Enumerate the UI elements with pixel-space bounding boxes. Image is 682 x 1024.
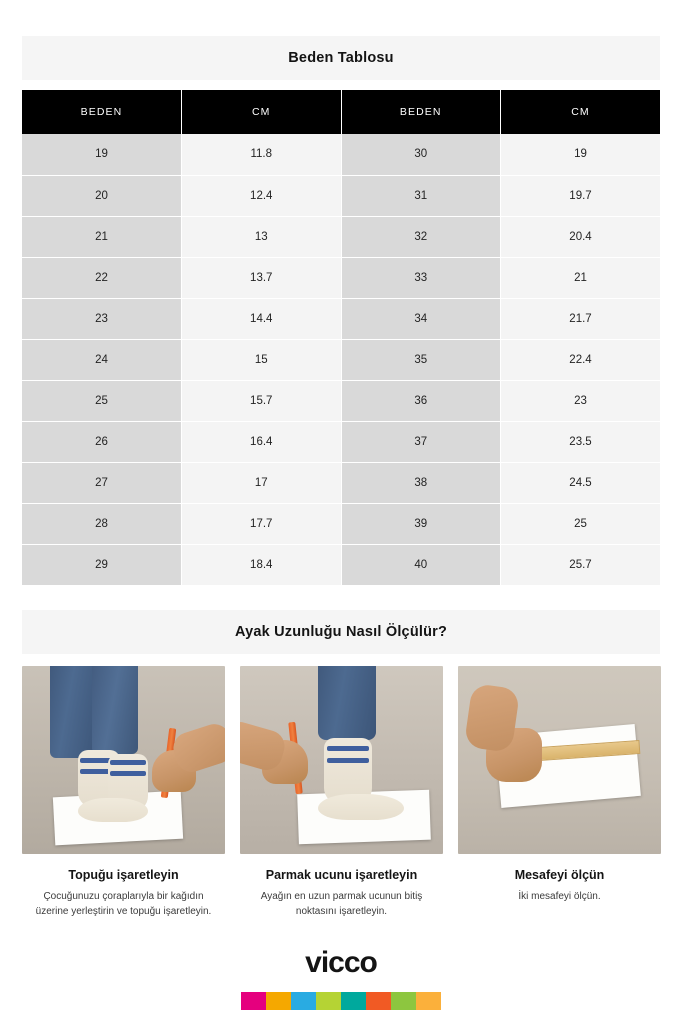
color-swatch xyxy=(266,992,291,1010)
cm-cell: 13.7 xyxy=(182,257,342,298)
cm-cell: 19.7 xyxy=(501,175,661,216)
measure-card-desc: Ayağın en uzun parmak ucunun bitiş noktasını işaretleyin. xyxy=(260,890,423,917)
table-row xyxy=(22,503,660,544)
color-swatch xyxy=(241,992,266,1010)
jeans-leg xyxy=(318,666,376,740)
cm-cell: 16.4 xyxy=(182,421,342,462)
sock-stripe xyxy=(327,746,369,751)
photo-mark-toe xyxy=(240,666,443,854)
table-row xyxy=(22,380,660,421)
size-cell: 25 xyxy=(22,380,182,421)
cm-cell: 21 xyxy=(501,257,661,298)
size-cell: 34 xyxy=(341,298,501,339)
measure-card-1 xyxy=(22,666,225,920)
sock-stripe xyxy=(110,760,146,765)
jeans-leg-right xyxy=(92,666,138,754)
cm-cell: 18.4 xyxy=(182,544,342,585)
size-table-header-cell: BEDEN xyxy=(22,90,182,134)
measure-card-title: Mesafeyi ölçün xyxy=(514,867,605,882)
table-row xyxy=(22,134,660,175)
size-cell: 28 xyxy=(22,503,182,544)
foot xyxy=(78,798,148,822)
cm-cell: 17 xyxy=(182,462,342,503)
cm-cell: 17.7 xyxy=(182,503,342,544)
size-cell: 27 xyxy=(22,462,182,503)
color-swatch xyxy=(341,992,366,1010)
size-cell: 19 xyxy=(22,134,182,175)
size-table-title: Beden Tablosu xyxy=(288,50,394,66)
table-row xyxy=(22,298,660,339)
measure-cards xyxy=(22,666,660,920)
size-cell: 29 xyxy=(22,544,182,585)
size-table-header-row xyxy=(22,90,660,134)
cm-cell: 23.5 xyxy=(501,421,661,462)
brand-color-bar xyxy=(241,992,441,1010)
cm-cell: 15.7 xyxy=(182,380,342,421)
footer-brand xyxy=(0,946,682,1010)
size-table xyxy=(22,90,660,586)
table-row xyxy=(22,216,660,257)
cm-cell: 14.4 xyxy=(182,298,342,339)
size-cell: 32 xyxy=(341,216,501,257)
sock-stripe xyxy=(327,758,369,763)
cm-cell: 12.4 xyxy=(182,175,342,216)
cm-cell: 23 xyxy=(501,380,661,421)
table-row xyxy=(22,339,660,380)
color-swatch xyxy=(291,992,316,1010)
measure-card-desc: Çocuğunuzu çoraplarıyla bir kağıdın üzerine yerleştirin ve topuğu işaretleyin. xyxy=(35,890,212,917)
size-cell: 39 xyxy=(341,503,501,544)
cm-cell: 24.5 xyxy=(501,462,661,503)
size-cell: 36 xyxy=(341,380,501,421)
measure-title: Ayak Uzunluğu Nasıl Ölçülür? xyxy=(234,623,448,640)
size-cell: 35 xyxy=(341,339,501,380)
cm-cell: 11.8 xyxy=(182,134,342,175)
cm-cell: 25.7 xyxy=(501,544,661,585)
size-cell: 22 xyxy=(22,257,182,298)
size-table-section xyxy=(22,36,660,586)
table-row xyxy=(22,421,660,462)
measure-card-2 xyxy=(240,666,443,920)
color-swatch xyxy=(416,992,441,1010)
photo-measure-distance xyxy=(458,666,661,854)
cm-cell: 15 xyxy=(182,339,342,380)
size-cell: 24 xyxy=(22,339,182,380)
color-swatch xyxy=(316,992,341,1010)
color-swatch xyxy=(366,992,391,1010)
brand-logo-text: vicco xyxy=(305,945,377,979)
size-cell: 33 xyxy=(341,257,501,298)
cm-cell: 25 xyxy=(501,503,661,544)
size-table-header-cell: CM xyxy=(501,90,661,134)
cm-cell: 22.4 xyxy=(501,339,661,380)
measure-card-desc: İki mesafeyi ölçün. xyxy=(518,890,601,902)
size-cell: 23 xyxy=(22,298,182,339)
measure-card-3 xyxy=(458,666,661,920)
size-cell: 30 xyxy=(341,134,501,175)
size-cell: 38 xyxy=(341,462,501,503)
color-swatch xyxy=(391,992,416,1010)
cm-cell: 21.7 xyxy=(501,298,661,339)
sock-stripe xyxy=(110,771,146,776)
measure-card-title: Parmak ucunu işaretleyin xyxy=(265,867,418,882)
size-cell: 20 xyxy=(22,175,182,216)
table-row xyxy=(22,175,660,216)
cm-cell: 20.4 xyxy=(501,216,661,257)
size-cell: 37 xyxy=(341,421,501,462)
table-row xyxy=(22,257,660,298)
measure-title-bar xyxy=(22,610,660,654)
measure-card-title: Topuğu işaretleyin xyxy=(68,867,179,882)
foot xyxy=(318,794,404,820)
table-row xyxy=(22,544,660,585)
cm-cell: 13 xyxy=(182,216,342,257)
size-cell: 31 xyxy=(341,175,501,216)
jeans-leg-left xyxy=(50,666,96,758)
size-cell: 40 xyxy=(341,544,501,585)
size-table-header-cell: BEDEN xyxy=(341,90,501,134)
photo-mark-heel xyxy=(22,666,225,854)
size-table-header-cell: CM xyxy=(182,90,342,134)
table-row xyxy=(22,462,660,503)
size-cell: 26 xyxy=(22,421,182,462)
cm-cell: 19 xyxy=(501,134,661,175)
measure-section xyxy=(22,610,660,920)
size-cell: 21 xyxy=(22,216,182,257)
size-table-title-bar xyxy=(22,36,660,80)
